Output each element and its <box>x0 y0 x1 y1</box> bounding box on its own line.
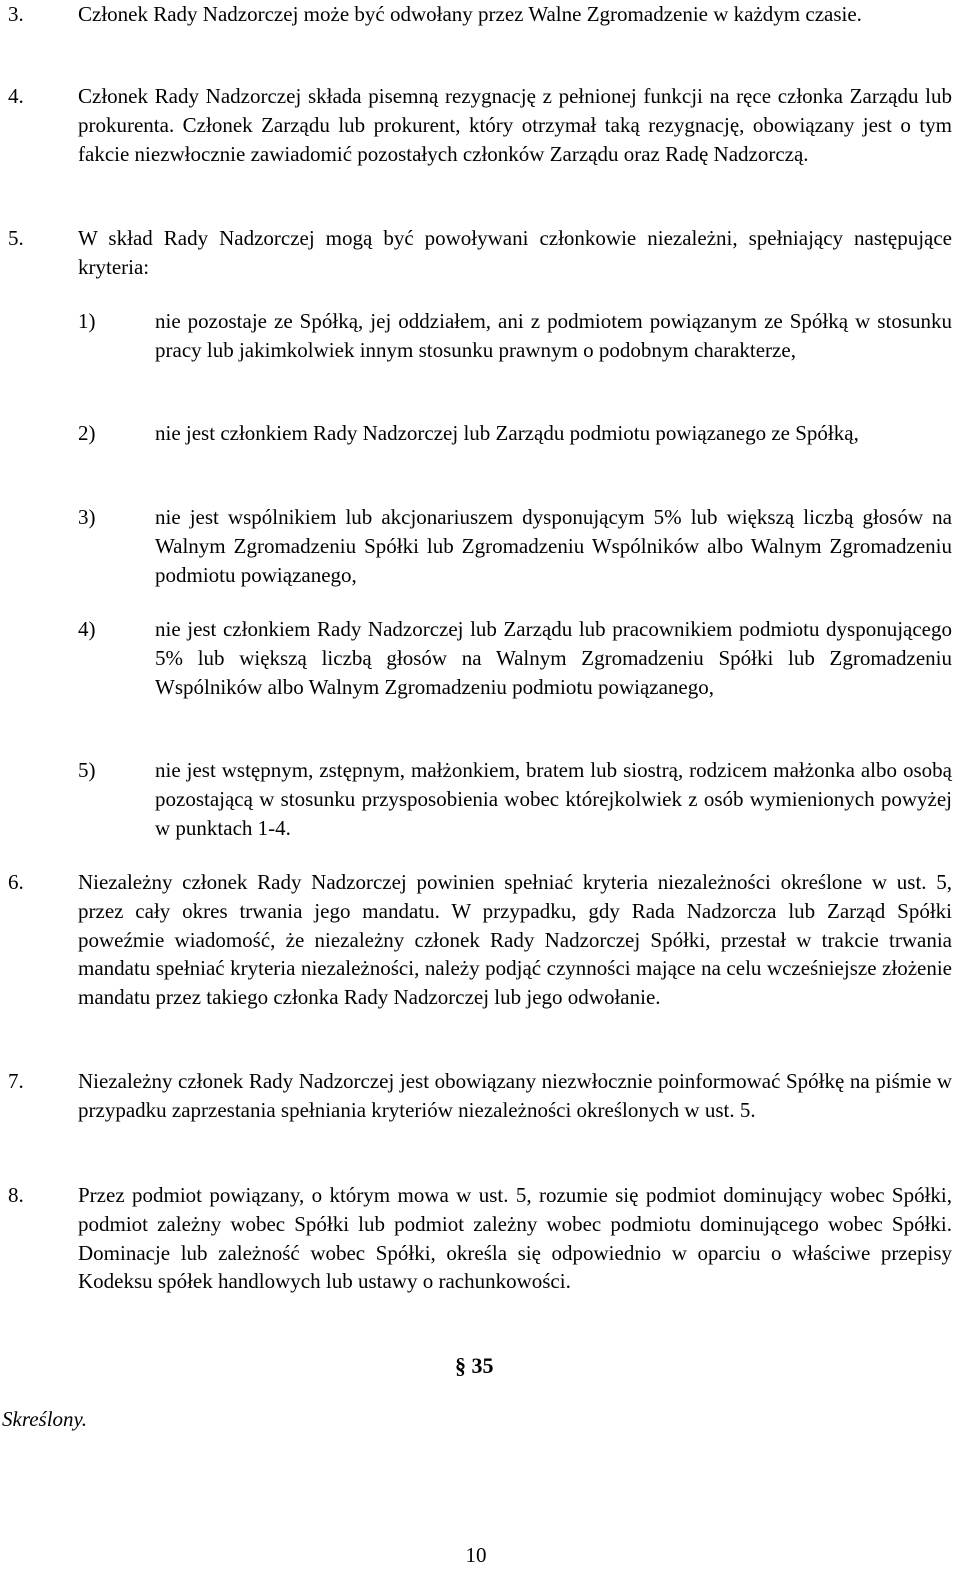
paragraph-5 <box>0 224 952 282</box>
criterion-5 <box>0 756 952 842</box>
paragraph-6 <box>0 868 952 1012</box>
criterion-2 <box>0 419 952 448</box>
paragraph-text: Członek Rady Nadzorczej składa pisemną rezygnację z pełnionej funkcji na ręce członka Zarządu lub prokurenta. Członek Zarządu lub prokurent, który otrzymał taką rezygnację, obowiązany jest o tym fakcie niezwłocznie zawiadomić pozostałych członków Zarządu oraz Radę Nadzorczą. <box>78 84 952 166</box>
paragraph-number: 4. <box>8 84 24 108</box>
criterion-3 <box>0 503 952 589</box>
criterion-text: nie jest członkiem Rady Nadzorczej lub Zarządu podmiotu powiązanego ze Spółką, <box>155 421 859 445</box>
criterion-text: nie jest wstępnym, zstępnym, małżonkiem, bratem lub siostrą, rodzicem małżonka albo osobą pozostającą w stosunku przysposobienia wobec którejkolwiek z osób wymienionych powyżej w punktach 1-4. <box>155 758 952 840</box>
page-number: 10 <box>465 1543 487 1567</box>
criterion-number: 3) <box>78 505 96 529</box>
paragraph-number: 3. <box>8 2 24 26</box>
paragraph-text: Niezależny członek Rady Nadzorczej jest obowiązany niezwłocznie poinformować Spółkę na piśmie w przypadku zaprzestania spełniania kryteriów niezależności określonych w ust. 5. <box>78 1069 952 1122</box>
criterion-4 <box>0 615 952 701</box>
criterion-text: nie pozostaje ze Spółką, jej oddziałem, ani z podmiotem powiązanym ze Spółką w stosunku pracy lub jakimkolwiek innym stosunku prawnym o podobnym charakterze, <box>155 309 952 362</box>
paragraph-7 <box>0 1067 952 1125</box>
section-heading: § 35 <box>455 1353 494 1378</box>
criterion-number: 1) <box>78 309 96 333</box>
paragraph-number: 7. <box>8 1069 24 1093</box>
criterion-text: nie jest wspólnikiem lub akcjonariuszem dysponującym 5% lub większą liczbą głosów na Walnym Zgromadzeniu Spółki lub Zgromadzeniu Wspólników albo Walnym Zgromadzeniu podmiotu powiązanego, <box>155 505 952 587</box>
criterion-1 <box>0 307 952 365</box>
paragraph-text: Przez podmiot powiązany, o którym mowa w ust. 5, rozumie się podmiot dominujący wobec Spółki, podmiot zależny wobec Spółki lub podmiot zależny wobec podmiotu dominującego wobec Spółki. Dominacje lub zależność wobec Spółki, określa się odpowiednio w oparciu o właściwe przepisy Kodeksu spółek handlowych lub ustawy o rachunkowości. <box>78 1183 952 1294</box>
criterion-number: 2) <box>78 421 96 445</box>
paragraph-number: 5. <box>8 226 24 250</box>
criterion-number: 5) <box>78 758 96 782</box>
paragraph-8 <box>0 1181 952 1296</box>
paragraph-text: W skład Rady Nadzorczej mogą być powoływani członkowie niezależni, spełniający następujące kryteria: <box>78 226 952 279</box>
paragraph-number: 8. <box>8 1183 24 1207</box>
section-text: Skreślony. <box>2 1407 87 1431</box>
criterion-text: nie jest członkiem Rady Nadzorczej lub Zarządu lub pracownikiem podmiotu dysponującego 5% lub większą liczbą głosów na Walnym Zgromadzeniu Spółki lub Zgromadzeniu Wspólników albo Walnym Zgromadzeniu podmiotu powiązanego, <box>155 617 952 699</box>
paragraph-3 <box>0 0 952 29</box>
paragraph-4 <box>0 82 952 168</box>
criterion-number: 4) <box>78 617 96 641</box>
paragraph-text: Członek Rady Nadzorczej może być odwołany przez Walne Zgromadzenie w każdym czasie. <box>78 2 862 26</box>
paragraph-text: Niezależny członek Rady Nadzorczej powinien spełniać kryteria niezależności określone w ust. 5, przez cały okres trwania jego mandatu. W przypadku, gdy Rada Nadzorcza lub Zarząd Spółki poweźmie wiadomość, że niezależny członek Rady Nadzorczej Spółki, przestał w trakcie trwania mandatu spełniać kryteria niezależności, należy podjąć czynności mające na celu wcześniejsze złożenie mandatu przez takiego członka Rady Nadzorczej lub jego odwołanie. <box>78 870 952 1010</box>
paragraph-number: 6. <box>8 870 24 894</box>
